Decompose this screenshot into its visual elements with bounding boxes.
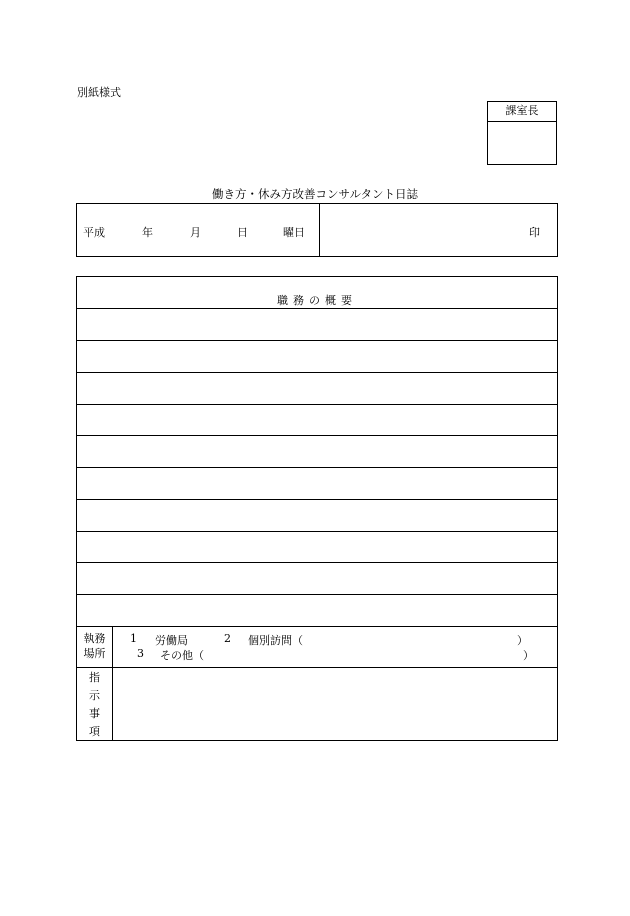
stamp-header: 課室長 xyxy=(488,102,556,122)
month-label: 月 xyxy=(190,226,201,239)
instructions-label-char-1: 指 xyxy=(89,671,100,684)
instructions-label xyxy=(77,668,113,740)
option-3-close-paren: ） xyxy=(523,649,534,662)
summary-line-3[interactable] xyxy=(77,373,557,405)
weekday-label: 曜日 xyxy=(283,226,305,239)
option-3-text[interactable]: その他（ xyxy=(160,649,204,662)
work-place-label-line1: 執務 xyxy=(83,632,106,645)
summary-line-8[interactable] xyxy=(77,532,557,563)
option-2-close-paren: ） xyxy=(517,634,528,647)
work-place-label-line2: 場所 xyxy=(83,647,106,660)
option-3-number: 3 xyxy=(137,647,144,660)
summary-line-6[interactable] xyxy=(77,468,557,500)
work-place-label xyxy=(77,627,113,667)
instructions-label-char-2: 示 xyxy=(89,689,100,702)
form-label: 別紙様式 xyxy=(77,86,121,99)
summary-line-1[interactable] xyxy=(77,309,557,341)
option-1-number: 1 xyxy=(130,632,137,645)
work-place-row xyxy=(77,627,557,668)
seal-label: 印 xyxy=(529,226,540,239)
summary-line-2[interactable] xyxy=(77,341,557,373)
summary-line-9[interactable] xyxy=(77,563,557,595)
summary-line-5[interactable] xyxy=(77,436,557,468)
option-1-text[interactable]: 労働局 xyxy=(155,634,188,647)
era-label: 平成 xyxy=(83,226,105,239)
option-2-text[interactable]: 個別訪問（ xyxy=(248,634,303,647)
date-row xyxy=(76,203,558,257)
summary-line-10[interactable] xyxy=(77,595,557,627)
summary-line-7[interactable] xyxy=(77,500,557,532)
approval-stamp-box xyxy=(487,101,557,165)
year-label: 年 xyxy=(142,226,153,239)
date-field[interactable] xyxy=(77,204,320,256)
summary-line-4[interactable] xyxy=(77,405,557,436)
day-label: 日 xyxy=(237,226,248,239)
document-title: 働き方・休み方改善コンサルタント日誌 xyxy=(212,187,418,201)
instructions-label-char-4: 項 xyxy=(89,725,100,738)
duty-summary-table xyxy=(76,276,558,741)
option-2-number: 2 xyxy=(224,632,231,645)
summary-header: 職務の概要 xyxy=(77,277,557,309)
instructions-label-char-3: 事 xyxy=(89,707,100,720)
instructions-field[interactable] xyxy=(113,668,557,740)
